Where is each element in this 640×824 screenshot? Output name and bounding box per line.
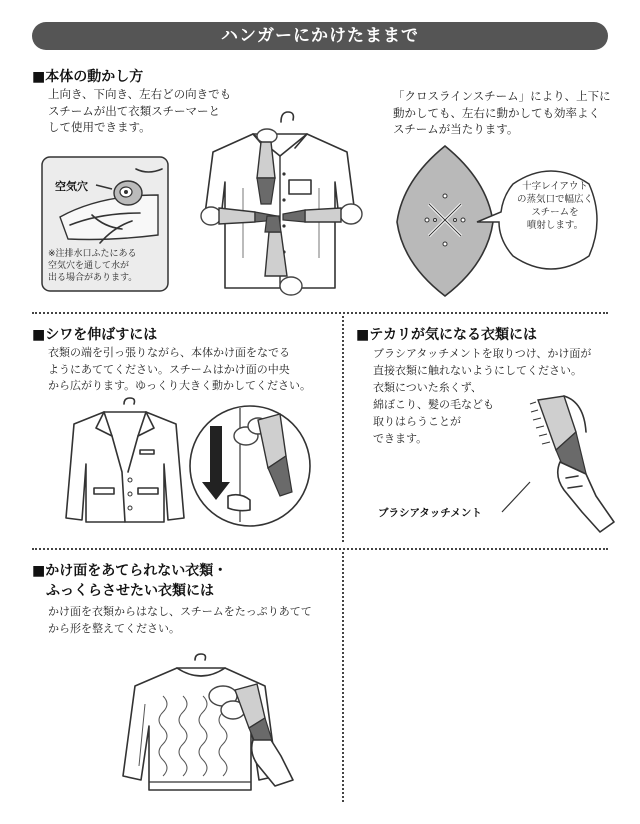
air-hole-label: 空気穴 [55, 180, 88, 193]
text-how-to-move: 上向き、下向き、左右どの向きでも スチームが出て衣類スチーマーと して使用できます。 [48, 87, 232, 134]
sweater-steamer-illustration [125, 656, 295, 796]
brush-attachment-pointer [500, 478, 540, 518]
heading-no-contact-line1: ■かけ面をあてられない衣類・ [32, 563, 228, 579]
steaming-closeup-illustration [188, 396, 308, 538]
divider-vertical-2 [342, 552, 344, 802]
heading-no-contact-line2: ふっくらさせたい衣類には [32, 583, 214, 599]
shirt-steamer-illustration [195, 108, 365, 300]
jacket-illustration [60, 398, 190, 526]
section-banner: ハンガーにかけたままで [32, 22, 608, 50]
heading-remove-wrinkles: ■シワを伸ばすには [32, 327, 158, 343]
text-shiny-clothes: ブラシアタッチメントを取りつけ、かけ面が 直接衣類に触れないようにしてください。 衣類についた糸くず、 綿ぼこり、髪の毛なども 取りはらうことが できます。 [373, 347, 592, 445]
brush-attachment-label: ブラシアタッチメント [378, 507, 482, 519]
text-remove-wrinkles: 衣類の端を引っ張りながら、本体かけ面をなでる ようにあててください。スチームはかけ面の中央 から広がります。ゆっくり大きく動かしてください。 [48, 346, 312, 392]
divider-vertical-1 [342, 316, 344, 542]
heading-shiny-clothes: ■テカリが気になる衣類には [356, 327, 537, 343]
text-no-contact: かけ面を衣類からはなし、スチームをたっぷりあてて から形を整えてください。 [48, 605, 312, 635]
divider-horizontal-2 [32, 548, 608, 550]
text-cross-line-steam: 「クロスラインスチーム」により、上下に 動かしても、左右に動かしても効率よく スチームが当たります。 [393, 89, 611, 136]
divider-horizontal-1 [32, 312, 608, 314]
air-hole-note: ※注排水口ふたにある 空気穴を通して水が 出る場合があります。 [48, 249, 138, 283]
cross-steam-callout: 十字レイアウト の蒸気口で幅広く スチームを 噴射します。 [516, 181, 593, 231]
heading-how-to-move: ■本体の動かし方 [32, 69, 144, 85]
